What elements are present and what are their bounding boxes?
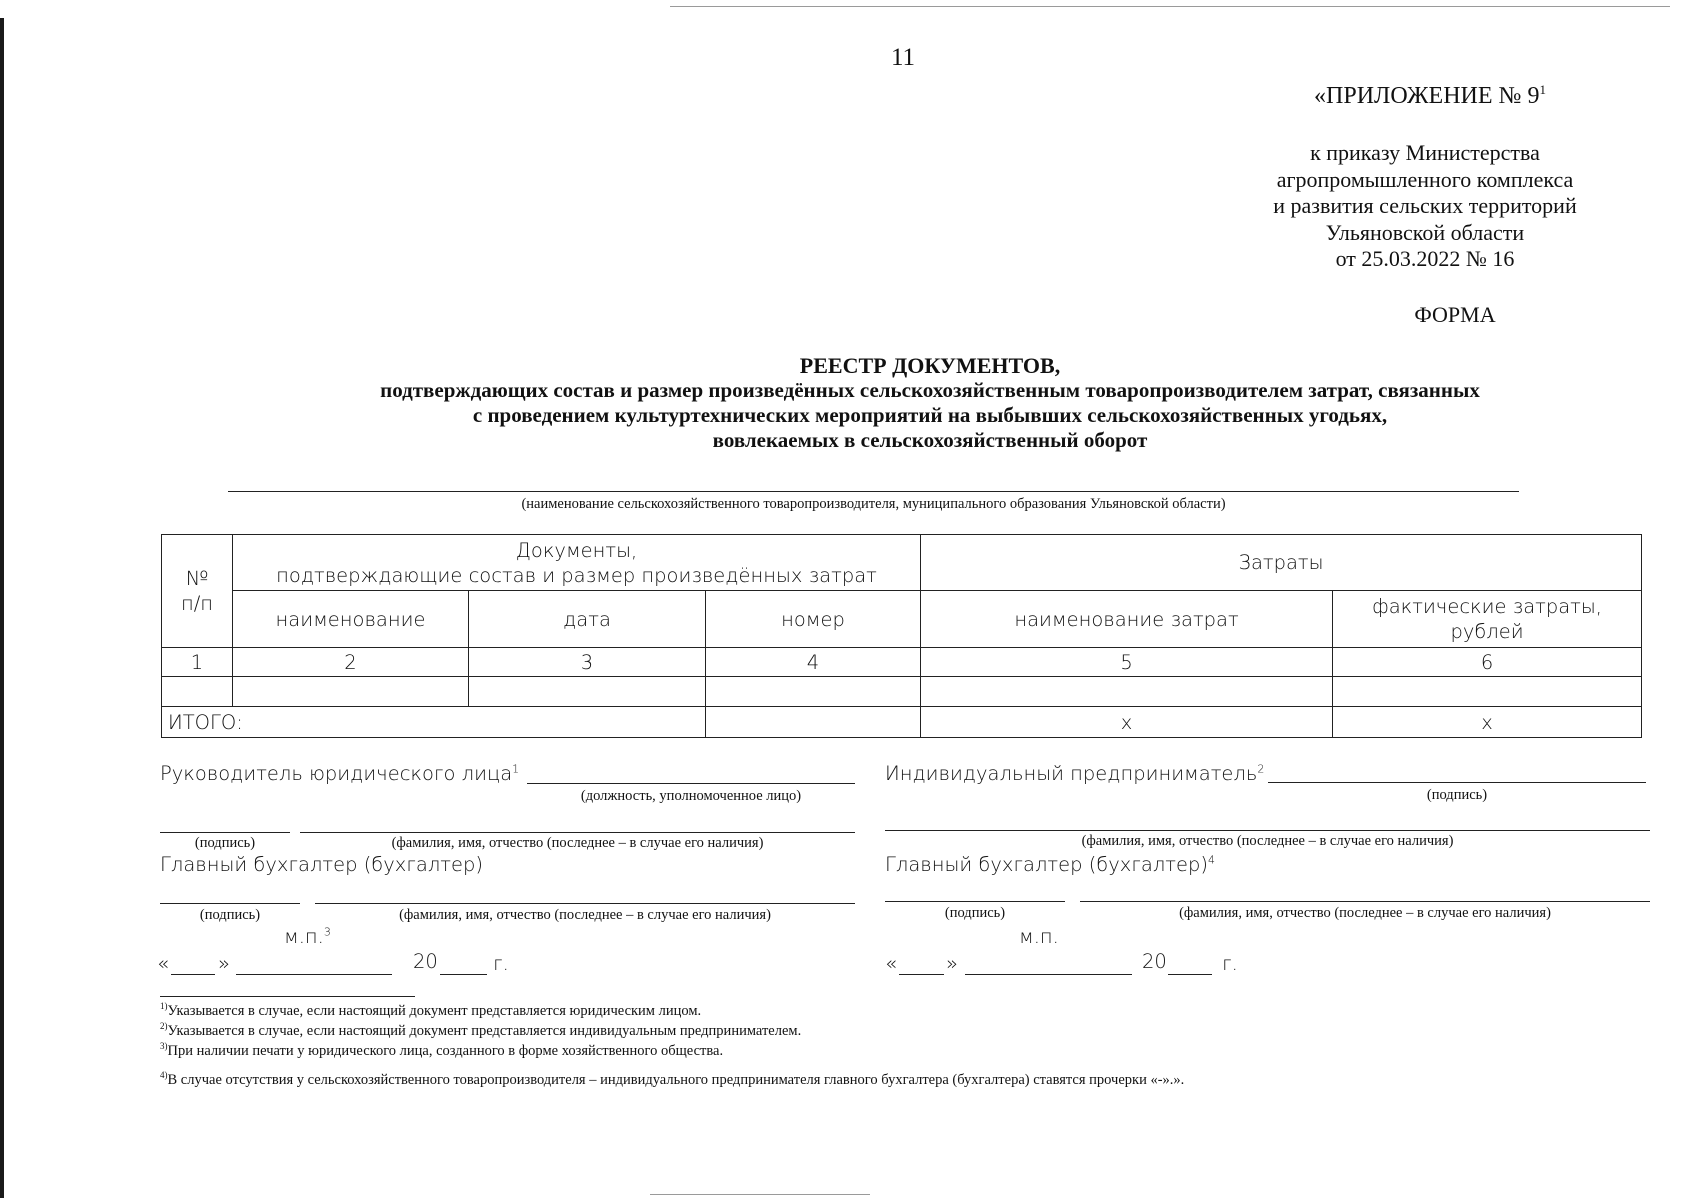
index-cell: 3: [469, 648, 706, 677]
footnote: $^{1)}$Указывается в случае, если настоящий документ представляется юридическим лицом.: [160, 1001, 702, 1019]
page-number: 11: [890, 44, 916, 71]
date-month-line[interactable]: [236, 974, 392, 975]
date-year-line[interactable]: [440, 974, 487, 975]
entrepreneur-date-year-suffix: г.: [1222, 952, 1238, 975]
entrepreneur-date-day-line[interactable]: [899, 974, 944, 975]
accountant-fio-line[interactable]: [315, 903, 855, 904]
table-cell[interactable]: [469, 677, 706, 707]
head-fio-caption: (фамилия, имя, отчество (последнее – в случае его наличия): [391, 835, 764, 851]
entrepreneur-signature-caption: (подпись): [1426, 787, 1488, 803]
total-cost-name-mark: х: [921, 707, 1333, 738]
accountant-fio-caption: (фамилия, имя, отчество (последнее – в случае его наличия): [399, 907, 771, 923]
date-close-quote: »: [218, 952, 230, 975]
stamp-label: м.п.$^3$: [284, 925, 331, 948]
entrepreneur-accountant-signature-caption: (подпись): [944, 905, 1006, 921]
entrepreneur-date-open-quote: «: [885, 952, 897, 975]
date-year-suffix: г.: [493, 952, 509, 975]
appendix-title: «ПРИЛОЖЕНИЕ № $9^1$: [1314, 82, 1546, 109]
table-cell[interactable]: [706, 677, 921, 707]
scan-bottom-line: [650, 1194, 870, 1195]
entrepreneur-accountant-signature-line[interactable]: [885, 901, 1065, 902]
table-index-row: [162, 648, 1642, 677]
total-label: ИТОГО:: [162, 707, 706, 738]
scan-edge-bar: [0, 18, 4, 1198]
position-line[interactable]: [527, 783, 855, 784]
head-signature-line[interactable]: [160, 832, 290, 833]
table-cell[interactable]: [233, 677, 469, 707]
entrepreneur-label: Индивидуальный предприниматель$^2$: [885, 762, 1265, 785]
registry-table: [161, 534, 1642, 738]
table-cell[interactable]: [162, 677, 233, 707]
entrepreneur-accountant-fio-caption: (фамилия, имя, отчество (последнее – в случае его наличия): [1179, 905, 1551, 921]
document-title: [260, 353, 1600, 453]
table-cell[interactable]: [921, 677, 1333, 707]
order-ref-line: к приказу Министерства: [1310, 140, 1540, 165]
table-cell[interactable]: [706, 707, 921, 738]
index-cell: 1: [162, 648, 233, 677]
entrepreneur-stamp-label: м.п.: [1019, 925, 1059, 948]
total-actual-mark: х: [1333, 707, 1642, 738]
footnote-mark: 3: [323, 925, 331, 939]
table-row: [162, 677, 1642, 707]
header-row-number: № п/п: [162, 535, 233, 648]
order-ref-line: Ульяновской области: [1325, 219, 1525, 245]
index-cell: 2: [233, 648, 469, 677]
order-reference: [1245, 140, 1605, 273]
table-cell[interactable]: [1333, 677, 1642, 707]
title-line: подтверждающих состав и размер произведённых сельскохозяйственным товаропроизводителем затрат, связанных: [380, 378, 1480, 402]
header-cost-name: наименование затрат: [921, 591, 1333, 648]
header-costs: Затраты: [921, 535, 1642, 591]
entrepreneur-accountant-fio-line[interactable]: [1080, 901, 1650, 902]
entrepreneur-date-month-line[interactable]: [965, 974, 1132, 975]
header-documents: Документы, подтверждающие состав и размер произведённых затрат: [233, 535, 921, 591]
order-ref-line: и развития сельских территорий: [1273, 193, 1577, 218]
title-line: РЕЕСТР ДОКУМЕНТОВ,: [799, 353, 1061, 378]
order-ref-line: агропромышленного комплекса: [1276, 166, 1574, 192]
header-doc-name: наименование: [233, 591, 469, 648]
index-cell: 5: [921, 648, 1333, 677]
footnote: $^{2)}$Указывается в случае, если настоящий документ представляется индивидуальным предпринимателем.: [160, 1021, 802, 1039]
appendix-footnote-mark: 1: [1539, 82, 1546, 97]
index-cell: 4: [706, 648, 921, 677]
producer-name-line[interactable]: [228, 491, 1519, 492]
footnote: $^{4)}$В случае отсутствия у сельскохозяйственного товаропроизводителя – индивидуального предпринимателя главного бухгалтера (бухгалтера) ставятся прочерки «-».».: [160, 1070, 1185, 1088]
chief-accountant-label: Главный бухгалтер (бухгалтер): [160, 853, 483, 876]
scan-top-line: [670, 6, 1670, 7]
form-label: ФОРМА: [1414, 302, 1496, 327]
accountant-signature-line[interactable]: [160, 903, 300, 904]
entrepreneur-signature-line[interactable]: [1268, 782, 1646, 783]
entrepreneur-accountant-label: Главный бухгалтер (бухгалтер)$^4$: [885, 853, 1215, 876]
footnote-mark: 2: [1257, 762, 1265, 776]
footnote-separator: [160, 996, 415, 997]
footnote: $^{3)}$При наличии печати у юридического лица, созданного в форме хозяйственного общества.: [160, 1041, 724, 1059]
legal-entity-head-label: Руководитель юридического лица$^1$: [160, 762, 520, 785]
order-ref-line: от 25.03.2022 № 16: [1335, 246, 1515, 271]
date-day-line[interactable]: [171, 974, 215, 975]
date-year-prefix: 20: [413, 950, 438, 973]
table-total-row: [162, 707, 1642, 738]
title-line: с проведением культуртехнических мероприятий на выбывших сельскохозяйственных угодьях,: [472, 403, 1388, 427]
entrepreneur-date-year-line[interactable]: [1168, 974, 1212, 975]
producer-caption: (наименование сельскохозяйственного товаропроизводителя, муниципального образования Ульяновской области): [521, 496, 1226, 512]
entrepreneur-fio-line[interactable]: [885, 830, 1650, 831]
footnote-mark: 1: [512, 762, 520, 776]
entrepreneur-date-year-prefix: 20: [1142, 950, 1167, 973]
index-cell: 6: [1333, 648, 1642, 677]
accountant-signature-caption: (подпись): [199, 907, 261, 923]
head-fio-line[interactable]: [300, 832, 855, 833]
header-doc-date: дата: [469, 591, 706, 648]
footnote-mark: 4: [1208, 853, 1215, 867]
position-caption: (должность, уполномоченное лицо): [580, 788, 802, 804]
entrepreneur-date-close-quote: »: [946, 952, 958, 975]
header-doc-number: номер: [706, 591, 921, 648]
title-line: вовлекаемых в сельскохозяйственный оборот: [712, 428, 1148, 452]
head-signature-caption: (подпись): [194, 835, 256, 851]
entrepreneur-fio-caption: (фамилия, имя, отчество (последнее – в случае его наличия): [1081, 833, 1454, 849]
header-actual-costs: фактические затраты, рублей: [1333, 591, 1642, 648]
table-header-row: [162, 535, 1642, 591]
table-subheader-row: [162, 591, 1642, 648]
date-open-quote: «: [157, 952, 169, 975]
